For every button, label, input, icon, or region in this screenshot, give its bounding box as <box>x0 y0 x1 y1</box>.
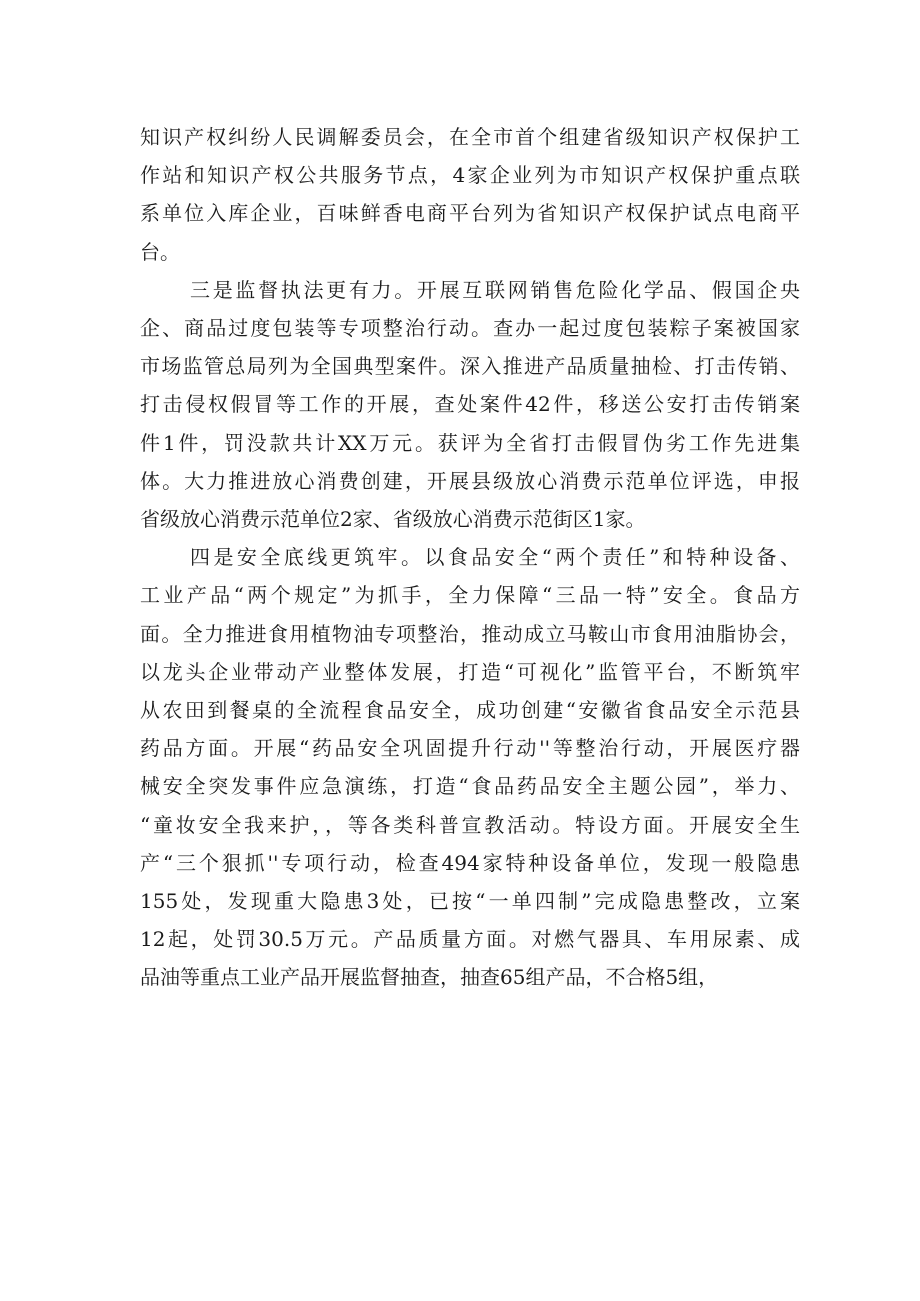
text-line: 作站和知识产权公共服务节点，4家企业列为市知识产权保护重点联 <box>140 163 800 188</box>
text-line: “童妆安全我来护，，等各类科普宣教活动。特设方面。开展安全生 <box>140 812 800 837</box>
text-line: 产“三个狠抓''专项行动，检查494家特种设备单位，发现一般隐患 <box>140 850 800 875</box>
text-line: 系单位入库企业，百味鲜香电商平台列为省知识产权保护试点电商平 <box>140 201 800 226</box>
document-body <box>140 118 800 997</box>
text-line: 12起，处罚30.5万元。产品质量方面。对燃气器具、车用尿素、成 <box>140 927 800 952</box>
paragraph-ip-protection <box>140 118 800 271</box>
text-line: 155处，发现重大隐患3处，已按“一单四制”完成隐患整改，立案 <box>140 889 800 914</box>
text-line: 省级放心消费示范单位2家、省级放心消费示范街区1家。 <box>140 507 646 532</box>
text-line: 品油等重点工业产品开展监督抽查，抽查65组产品，不合格5组， <box>140 965 719 990</box>
text-line: 从农田到餐桌的全流程食品安全，成功创建“安徽省食品安全示范县 <box>140 698 800 723</box>
text-line: 市场监管总局列为全国典型案件。深入推进产品质量抽检、打击传销、 <box>140 354 800 379</box>
text-line: 企、商品过度包装等专项整治行动。查办一起过度包装粽子案被国家 <box>140 316 800 341</box>
text-line: 工业产品“两个规定”为抓手，全力保障“三品一特”安全。食品方 <box>140 583 800 608</box>
text-line: 知识产权纠纷人民调解委员会，在全市首个组建省级知识产权保护工 <box>140 125 800 149</box>
text-line: 件1件，罚没款共计XX万元。获评为全省打击假冒伪劣工作先进集 <box>140 430 800 455</box>
text-line: 台。 <box>140 239 180 264</box>
paragraph-safety-bottom-line <box>140 538 800 996</box>
text-line: 面。全力推进食用植物油专项整治，推动成立马鞍山市食用油脂协会， <box>140 621 800 646</box>
text-line: 三是监督执法更有力。开展互联网销售危险化学品、假国企央 <box>190 277 800 302</box>
paragraph-supervision-enforcement <box>140 271 800 538</box>
text-line: 打击侵权假冒等工作的开展，查处案件42件，移送公安打击传销案 <box>140 392 800 417</box>
text-line: 四是安全底线更筑牢。以食品安全“两个责任”和特种设备、 <box>190 545 800 570</box>
text-line: 药品方面。开展“药品安全巩固提升行动''等整治行动，开展医疗器 <box>140 736 800 761</box>
text-line: 械安全突发事件应急演练，打造“食品药品安全主题公园”，举力、 <box>140 774 800 799</box>
text-line: 以龙头企业带动产业整体发展，打造“可视化”监管平台，不断筑牢 <box>140 659 800 684</box>
text-line: 体。大力推进放心消费创建，开展县级放心消费示范单位评选，申报 <box>140 468 800 493</box>
